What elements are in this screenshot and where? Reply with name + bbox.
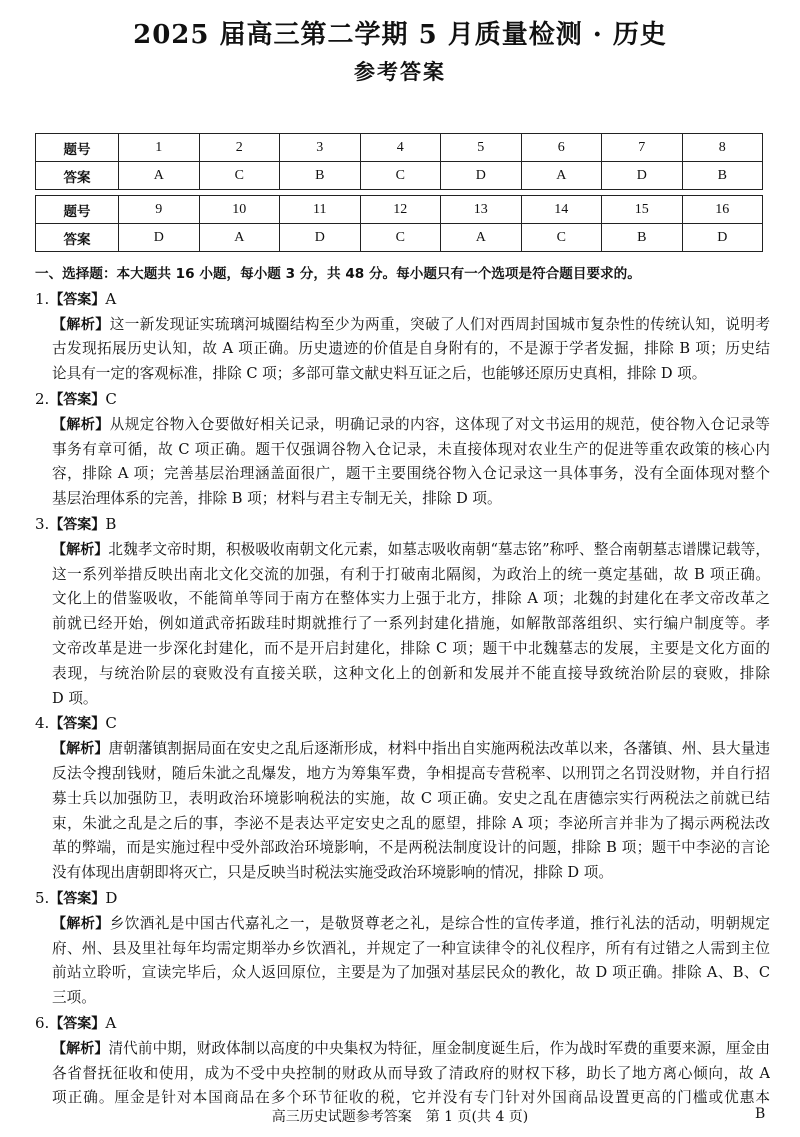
analysis-tag: 【解析】: [52, 541, 109, 558]
analysis-text: 束，朱泚之乱是之后的事，李泌不是表达平定安史之乱的愿望，排除 A 项；李泌所言并非为了揭示两税法改: [52, 814, 770, 832]
analysis-text: D 项。: [52, 689, 98, 707]
analysis-text-line: [52, 687, 770, 712]
question-number-cell: 16: [682, 196, 763, 224]
item-number: 6.: [35, 1013, 50, 1032]
question-number-cell: 8: [682, 134, 763, 162]
analysis-text: 清代前中期，财政体制以高度的中央集权为特征，厘金制度诞生后，作为战时军费的重要来源，厘金由: [108, 1039, 770, 1057]
analysis-text: 这一系列举措反映出南北文化交流的加强，有利于打破南北隔阂，为政治上的统一奠定基础，故 B 项正确。: [52, 565, 770, 583]
analysis-text: 募士兵以加强防卫，表明政治环境影响税法的实施，故 C 项正确。安史之乱在唐德宗实行两税法之前就已结: [52, 789, 770, 807]
question-number-cell: 9: [119, 196, 200, 224]
analysis-text: 没有体现出唐朝即将灭亡，只是反映当时税法实施受政治环境影响的情况，排除 D 项。: [52, 864, 613, 882]
answer-value: B: [105, 514, 117, 533]
analysis-text-line: [52, 1062, 770, 1087]
analysis-tag: 【解析】: [52, 416, 110, 433]
question-number-cell: 15: [602, 196, 683, 224]
answer-line: [35, 1011, 770, 1037]
analysis-text-line: [52, 563, 770, 588]
question-number-cell: 7: [602, 134, 683, 162]
answer-table-2: [35, 195, 763, 252]
table-row-question-numbers: [36, 196, 763, 224]
analysis-tag: 【解析】: [52, 741, 109, 758]
question-number-cell: 13: [441, 196, 522, 224]
question-number-cell: 14: [521, 196, 602, 224]
analysis-tag: 【解析】: [52, 1040, 109, 1057]
analysis-text-line: [52, 362, 770, 387]
version-mark: B: [755, 1106, 766, 1122]
analysis-text-line: [52, 313, 770, 338]
analysis-text-line: [52, 438, 770, 463]
analysis-text-line: [52, 787, 770, 812]
analysis-text: 三项。: [52, 989, 96, 1007]
answer-explanations: [35, 262, 770, 1111]
analysis-text-line: [52, 337, 770, 362]
answer-line: [35, 886, 770, 912]
question-number-cell: 4: [360, 134, 441, 162]
answer-tag: 【答案】: [49, 1015, 106, 1032]
answer-cell: D: [441, 162, 522, 190]
answer-value: A: [105, 1013, 117, 1032]
analysis-text: 从规定谷物入仓要做好相关记录，明确记录的内容，这体现了对文书运用的规范，使谷物入仓记录等: [109, 415, 770, 433]
answer-cell: D: [280, 224, 361, 252]
answer-cell: B: [602, 224, 683, 252]
answer-table-1: [35, 133, 763, 190]
question-number-cell: 11: [280, 196, 361, 224]
answer-line: [35, 287, 770, 313]
table-row-answers: [36, 162, 763, 190]
analysis-text-line: [52, 737, 770, 762]
analysis-text-line: [52, 587, 770, 612]
answer-cell: A: [199, 224, 280, 252]
analysis-text: 唐朝藩镇割据局面在安史之乱后逐渐形成，材料中指出自实施两税法改革以来，各藩镇、州、县大量违: [108, 740, 770, 758]
analysis-text: 各省督抚征收和使用，成为不受中央控制的财政从而导致了清政府的财权下移，助长了地方离心倾向，故 A: [52, 1064, 770, 1082]
answer-line: [35, 512, 770, 538]
answer-cell: D: [602, 162, 683, 190]
answer-value: A: [105, 289, 117, 308]
table-row-answers: [36, 224, 763, 252]
answer-cell: D: [682, 224, 763, 252]
answer-value: D: [105, 888, 118, 907]
question-number-cell: 12: [360, 196, 441, 224]
answer-cell: C: [199, 162, 280, 190]
analysis-text-line: [52, 612, 770, 637]
answer-tag: 【答案】: [49, 890, 106, 907]
row-label: 题号: [36, 196, 119, 224]
question-number-cell: 1: [119, 134, 200, 162]
answer-line: [35, 711, 770, 737]
answer-value: C: [105, 389, 117, 408]
analysis-text-line: [52, 961, 770, 986]
analysis-text-line: [52, 861, 770, 886]
question-number-cell: 10: [199, 196, 280, 224]
table-row-question-numbers: [36, 134, 763, 162]
analysis-text: 北魏孝文帝时期，积极吸收南朝文化元素，如墓志吸收南朝“墓志铭”称呼、整合南朝墓志谱牒记载等，: [108, 540, 770, 558]
answer-tag: 【答案】: [49, 716, 106, 733]
answer-line: [35, 387, 770, 413]
analysis-text: 反法令搜刮钱财，随后朱泚之乱爆发，地方为筹集军费，争相提高专营税率、以刑罚之名罚没财物，并自行招: [52, 764, 770, 782]
analysis-text-line: [52, 487, 770, 512]
answer-cell: C: [360, 224, 441, 252]
analysis-text: 表现，与统治阶层的衰败没有直接关联，这种文化上的创新和发展并不能直接导致统治阶层的衰败，排除: [52, 664, 770, 682]
question-number-cell: 6: [521, 134, 602, 162]
analysis-text: 基层治理体系的完善，排除 B 项；材料与君主专制无关，排除 D 项。: [52, 490, 502, 508]
analysis-text: 项正确。厘金是针对本国商品在多个环节征收的税，它并没有专门针对外国商品设置更高的门槛或优惠本: [52, 1089, 770, 1107]
analysis-text: 容，排除 A 项；完善基层治理涵盖面很广，题干主要围绕谷物入仓记录这一具体事务，没有全面体现对整个: [52, 465, 770, 483]
answer-cell: A: [521, 162, 602, 190]
answer-tag: 【答案】: [49, 516, 106, 533]
item-number: 4.: [35, 714, 50, 733]
row-label: 答案: [36, 224, 119, 252]
answer-cell: A: [119, 162, 200, 190]
question-number-cell: 2: [199, 134, 280, 162]
document-title: 2025 届高三第二学期 5 月质量检测 · 历史: [133, 20, 667, 50]
item-number: 5.: [35, 888, 50, 907]
section-header: 一、选择题：本大题共 16 小题，每小题 3 分，共 48 分。每小题只有一个选项是符合题目要求的。: [35, 266, 641, 282]
analysis-text-line: [52, 662, 770, 687]
analysis-text-line: [52, 1037, 770, 1062]
analysis-text: 文帝改革是进一步深化封建化，而不是开启封建化，排除 C 项；题干中北魏墓志的发展，主要是文化方面的: [52, 639, 770, 657]
analysis-text-line: [52, 637, 770, 662]
analysis-tag: 【解析】: [52, 915, 110, 932]
answer-cell: B: [682, 162, 763, 190]
answer-value: C: [105, 714, 117, 733]
analysis-text: 前就已经开始，例如道武帝拓跋珪时期就推行了一系列封建化措施，如解散部落组织、实行编户制度等。孝: [52, 615, 770, 633]
item-number: 3.: [35, 514, 50, 533]
analysis-text: 前站立聆听，宣读完毕后，众人返回原位，主要是为了加强对基层民众的教化，故 D 项正确。排除 A、B、C: [52, 964, 770, 982]
analysis-text-line: [52, 413, 770, 438]
answer-cell: D: [119, 224, 200, 252]
analysis-text: 古发现拓展历史认知，故 A 项正确。历史遗迹的价值是自身附有的，不是源于学者发掘，排除 B 项；历史结: [52, 340, 770, 358]
analysis-text: 乡饮酒礼是中国古代嘉礼之一，是敬贤尊老之礼，是综合性的宣传孝道，推行礼法的活动，明朝规定: [109, 914, 770, 932]
analysis-text-line: [52, 912, 770, 937]
analysis-text-line: [52, 986, 770, 1011]
analysis-text: 革的弊端，而是实施过程中受外部政治环境影响，不是两税法制度设计的问题，排除 B 项；题干中李泌的言论: [52, 839, 770, 857]
answer-cell: C: [360, 162, 441, 190]
analysis-text: 府、州、县及里社每年均需定期举办乡饮酒礼，并规定了一种宣读律令的礼仪程序，所有有过错之人需到主位: [52, 939, 770, 957]
analysis-text-line: [52, 462, 770, 487]
page-footer: 高三历史试题参考答案 第 1 页(共 4 页): [271, 1109, 529, 1125]
document-subtitle: 参考答案: [354, 59, 446, 84]
analysis-text-line: [52, 836, 770, 861]
answer-tag: 【答案】: [49, 291, 106, 308]
row-label: 题号: [36, 134, 119, 162]
answer-tag: 【答案】: [49, 391, 106, 408]
answer-cell: B: [280, 162, 361, 190]
analysis-text-line: [52, 812, 770, 837]
answer-cell: A: [441, 224, 522, 252]
analysis-text: 论具有一定的客观标准，排除 C 项；多部可靠文献史料互证之后，也能够还原历史真相，排除 D 项。: [52, 365, 707, 383]
item-number: 1.: [35, 289, 50, 308]
analysis-text-line: [52, 538, 770, 563]
item-number: 2.: [35, 389, 50, 408]
analysis-text-line: [52, 937, 770, 962]
analysis-text-line: [52, 762, 770, 787]
row-label: 答案: [36, 162, 119, 190]
question-number-cell: 5: [441, 134, 522, 162]
answer-cell: C: [521, 224, 602, 252]
question-number-cell: 3: [280, 134, 361, 162]
analysis-text: 事务有章可循，故 C 项正确。题干仅强调谷物入仓记录，未直接体现对农业生产的促进等重农政策的核心内: [52, 440, 770, 458]
analysis-text: 文化上的借鉴吸收，不能简单等同于南方在整体实力上强于北方，排除 A 项；北魏的封建化在孝文帝改革之: [52, 590, 770, 608]
analysis-tag: 【解析】: [52, 316, 110, 333]
analysis-text: 这一新发现证实琉璃河城圈结构至少为两重，突破了人们对西周封国城市复杂性的传统认知，说明考: [109, 315, 770, 333]
